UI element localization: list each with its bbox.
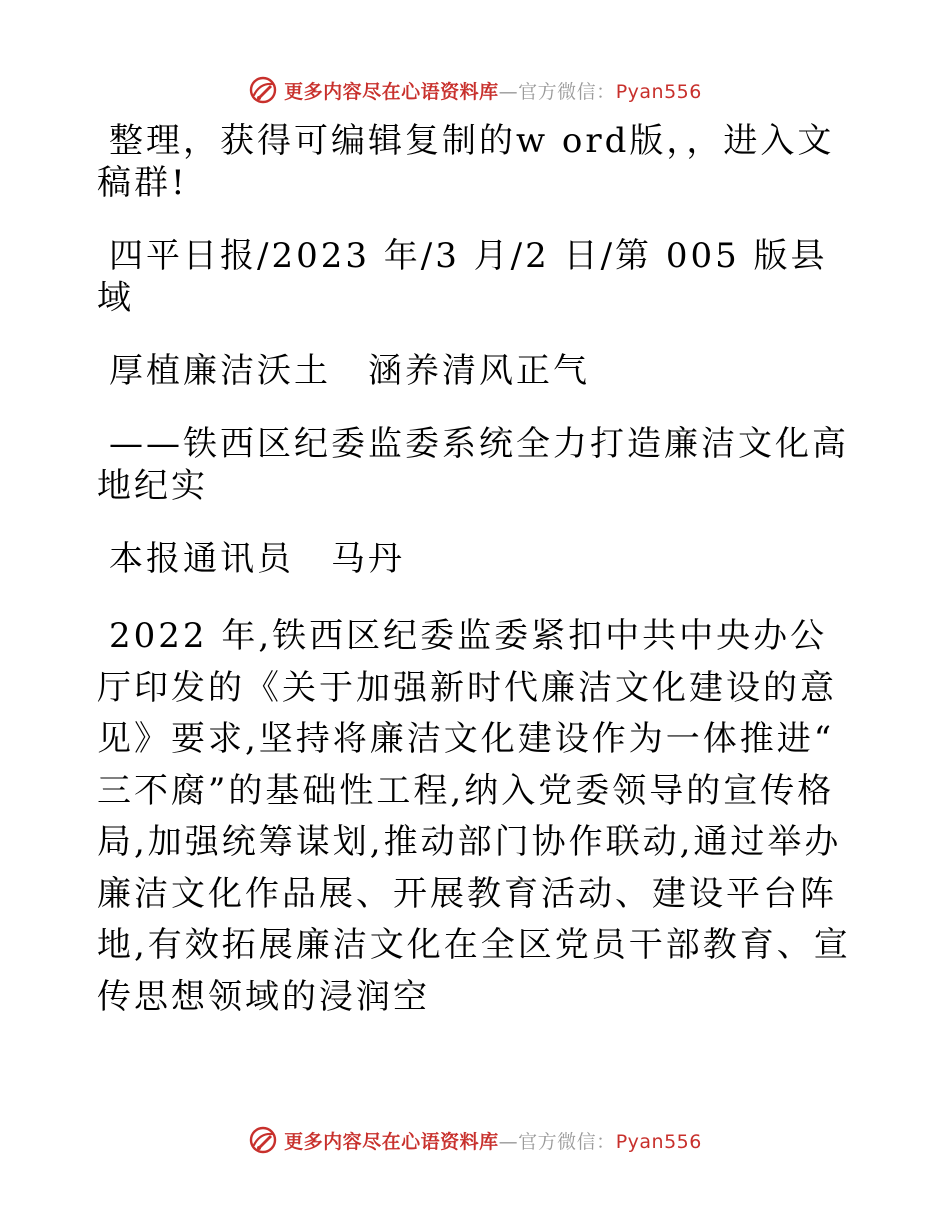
document-content: [97, 120, 857, 1023]
footer-watermark: [0, 1120, 950, 1160]
watermark-wechat-id: Pyan556: [615, 1130, 702, 1153]
header-watermark: [0, 70, 950, 110]
watermark-dash: —: [498, 1130, 519, 1153]
watermark-wechat-id: Pyan556: [615, 80, 702, 103]
article-byline: 本报通讯员 马丹: [109, 539, 405, 579]
watermark-main-text: 更多内容尽在心语资料库: [284, 80, 499, 103]
watermark-main-text: 更多内容尽在心语资料库: [284, 1130, 499, 1153]
watermark-label: 官方微信：: [518, 80, 616, 103]
intro-text: 整理，获得可编辑复制的w ord版，，进入文稿群!: [97, 121, 835, 203]
watermark-label: 官方微信：: [518, 1130, 616, 1153]
article-headline: 厚植廉洁沃土 涵养清风正气: [109, 351, 590, 391]
brand-logo-icon: [248, 1125, 278, 1155]
watermark-dash: —: [498, 80, 519, 103]
article-body-paragraph: 2022 年,铁西区纪委监委紧扣中共中央办公厅印发的《关于加强新时代廉洁文化建设的意见》要求,坚持将廉洁文化建设作为一体推进“ 三不腐”的基础性工程,纳入党委领导的宣传格局,加强统筹谋划,推动部门协作联动,通过举办廉洁文化作品展、开展教育活动、建设平台阵地,有效拓展廉洁文化在全区党员干部教育、宣传思想领域的浸润空: [97, 616, 851, 1017]
article-subheadline: ——铁西区纪委监委系统全力打造廉洁文化高地纪实: [97, 424, 849, 506]
brand-logo-icon: [248, 75, 278, 105]
source-line: 四平日报/2023 年/3 月/2 日/第 005 版县域: [97, 236, 828, 318]
